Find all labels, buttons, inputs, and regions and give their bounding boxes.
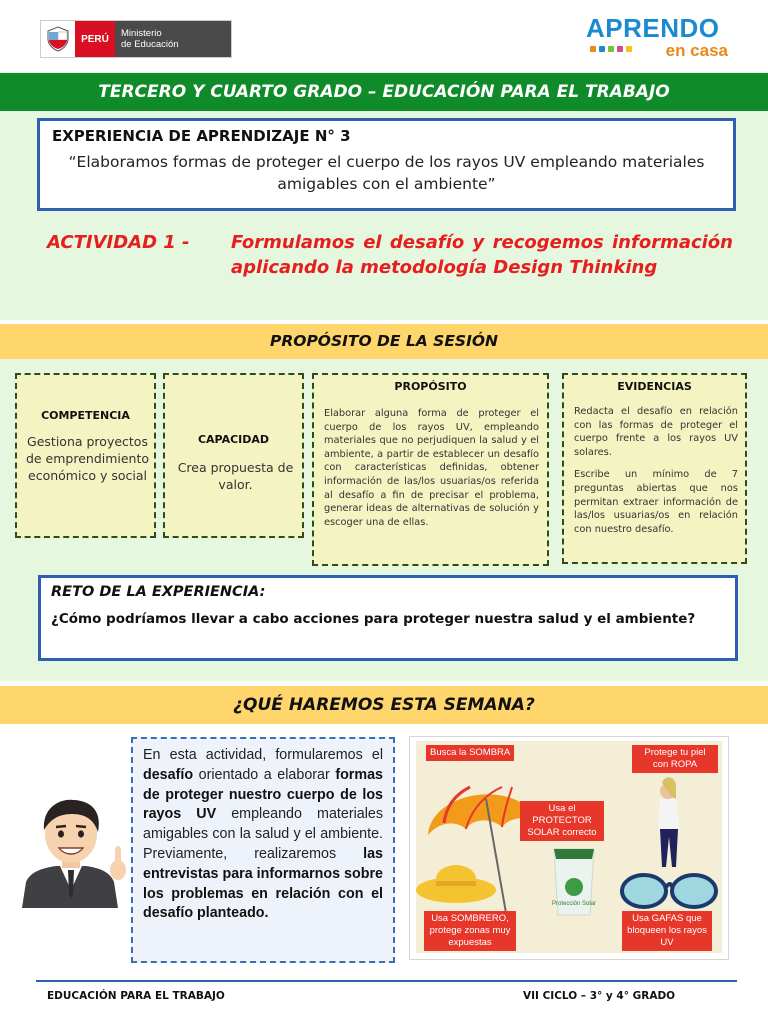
week-text-2: orientado a elaborar (193, 766, 336, 783)
grade-title-bar: TERCERO Y CUARTO GRADO – EDUCACIÓN PARA EL TRABAJO (0, 73, 768, 111)
evidencias-title: EVIDENCIAS (617, 380, 692, 393)
proposito-body: Elaborar alguna forma de proteger el cuerpo de los rayos UV, empleando materiales que no perjudiquen la salud y el ambiente, a partir de establecer un desafío con características definidas, obtener información de las/los usuarias/os referida al desafío a fin de precisar el problema, generar ideas de alternativas de solución y escoger una de ellas. (324, 408, 539, 528)
page-header (0, 0, 768, 72)
challenge-title: RETO DE LA EXPERIENCIA: (51, 584, 266, 600)
challenge-box (38, 575, 738, 661)
week-description (143, 746, 383, 924)
evidencias-item-2: Escribe un mínimo de 7 preguntas abiertas que nos permitan extraer información de las/los usuarias/os en relación con nuestro desafío. (574, 469, 738, 535)
capacidad-card (163, 373, 304, 538)
experience-box (37, 118, 736, 211)
week-text-1: En esta actividad, formularemos el (143, 747, 383, 763)
activity-label: ACTIVIDAD 1 - (47, 232, 190, 253)
week-bold-1: desafío (143, 766, 194, 783)
teacher-avatar (12, 790, 130, 908)
coat-of-arms-icon (41, 21, 75, 57)
proposito-title: PROPÓSITO (394, 380, 467, 393)
footer-divider (36, 980, 737, 982)
bottle-label: Protección Solar (551, 901, 597, 907)
experience-text: “Elaboramos formas de proteger el cuerpo de los rayos UV empleando materiales amigables con el ambiente” (68, 153, 705, 193)
capacidad-title: CAPACIDAD (197, 433, 270, 446)
week-section-bar: ¿QUÉ HAREMOS ESTA SEMANA? (0, 686, 768, 724)
brand-top: APRENDO (586, 13, 720, 43)
competencia-title: COMPETENCIA (41, 409, 130, 422)
brand-dots-icon (590, 46, 632, 52)
aprendo-en-casa-logo (586, 14, 734, 64)
tag-sunscreen: Usa el PROTECTOR SOLAR correcto (520, 801, 604, 841)
ministry-line-2: de Educación (121, 39, 179, 50)
evidencias-body (574, 405, 738, 536)
ministry-line-1: Ministerio (121, 28, 162, 39)
country-label: PERÚ (75, 21, 115, 57)
ministry-label (115, 21, 231, 57)
evidencias-item-1: Redacta el desafío en relación con las formas de proteger el cuerpo frente a los rayos UV solares. (574, 406, 738, 458)
brand-bottom: en casa (665, 41, 728, 60)
uv-protection-illustration (410, 737, 728, 959)
experience-title: EXPERIENCIA DE APRENDIZAJE N° 3 (52, 127, 351, 145)
challenge-text: ¿Cómo podríamos llevar a cabo acciones para proteger nuestra salud y el ambiente? (51, 611, 696, 627)
evidencias-card (562, 373, 747, 564)
proposito-card (312, 373, 549, 566)
activity-text: Formulamos el desafío y recogemos información aplicando la metodología Design Thinking (231, 232, 733, 278)
week-bold-2: formas de proteger nuestro cuerpo de los rayos UV (143, 766, 383, 823)
ministry-logo (40, 20, 232, 58)
competencia-body: Gestiona proyectos de emprendimiento económico y social (25, 434, 150, 483)
competencia-card (15, 373, 156, 538)
purpose-section-bar: PROPÓSITO DE LA SESIÓN (0, 324, 768, 359)
tag-shade: Busca la SOMBRA (426, 745, 514, 761)
tag-glasses: Usa GAFAS que bloqueen los rayos UV (622, 911, 712, 951)
tag-hat: Usa SOMBRERO, protege zonas muy expuestas (424, 911, 516, 951)
capacidad-body: Crea propuesta de valor. (177, 460, 294, 492)
tag-clothing: Protege tu piel con ROPA (632, 745, 718, 773)
footer-course: EDUCACIÓN PARA EL TRABAJO (47, 990, 225, 1002)
week-text-3: empleando materiales amigables con la salud y el ambiente. Previamente, realizaremos (143, 806, 383, 862)
footer-grade: VII CICLO – 3° y 4° GRADO (523, 990, 676, 1002)
week-bold-3: las entrevistas para informarnos sobre los problemas en relación con el desafío planteado. (143, 845, 383, 922)
week-description-box (131, 737, 395, 963)
